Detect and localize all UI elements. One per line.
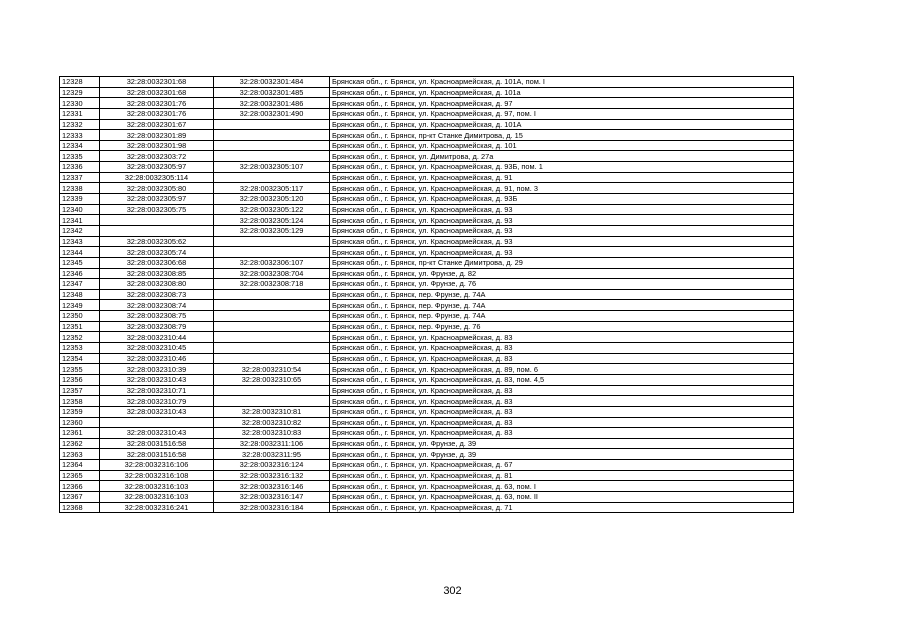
cadastral-number-cell	[214, 172, 330, 183]
address-cell: Брянская обл., г. Брянск, пер. Фрунзе, д. 74А	[330, 289, 794, 300]
row-number-cell: 12353	[60, 343, 100, 354]
cadastral-number-cell: 32:28:0032305:107	[214, 162, 330, 173]
parent-cadastral-number-cell: 32:28:0032305:74	[100, 247, 214, 258]
cadastral-number-cell	[214, 247, 330, 258]
table-row	[60, 343, 794, 354]
address-cell: Брянская обл., г. Брянск, ул. Красноармейская, д. 83	[330, 385, 794, 396]
address-cell: Брянская обл., г. Брянск, ул. Красноармейская, д. 101А	[330, 119, 794, 130]
table-row	[60, 321, 794, 332]
parent-cadastral-number-cell: 32:28:0032310:46	[100, 353, 214, 364]
row-number-cell: 12360	[60, 417, 100, 428]
table-row	[60, 332, 794, 343]
cadastral-number-cell	[214, 332, 330, 343]
table-row	[60, 183, 794, 194]
address-cell: Брянская обл., г. Брянск, ул. Красноармейская, д. 83	[330, 353, 794, 364]
table-row	[60, 491, 794, 502]
address-cell: Брянская обл., г. Брянск, ул. Красноармейская, д. 83, пом. 4,5	[330, 374, 794, 385]
parent-cadastral-number-cell: 32:28:0032308:73	[100, 289, 214, 300]
parent-cadastral-number-cell	[100, 225, 214, 236]
row-number-cell: 12342	[60, 225, 100, 236]
cadastral-number-cell: 32:28:0032305:120	[214, 194, 330, 205]
address-cell: Брянская обл., г. Брянск, ул. Фрунзе, д. 82	[330, 268, 794, 279]
cadastral-number-cell: 32:28:0032316:147	[214, 491, 330, 502]
row-number-cell: 12334	[60, 140, 100, 151]
address-cell: Брянская обл., г. Брянск, ул. Красноармейская, д. 91, пом. 3	[330, 183, 794, 194]
address-cell: Брянская обл., г. Брянск, ул. Красноармейская, д. 63, пом. II	[330, 491, 794, 502]
address-cell: Брянская обл., г. Брянск, ул. Красноармейская, д. 83	[330, 332, 794, 343]
parent-cadastral-number-cell: 32:28:0032305:97	[100, 194, 214, 205]
row-number-cell: 12363	[60, 449, 100, 460]
row-number-cell: 12366	[60, 481, 100, 492]
row-number-cell: 12337	[60, 172, 100, 183]
table-row	[60, 374, 794, 385]
cadastral-number-cell: 32:28:0032316:124	[214, 460, 330, 471]
cadastral-number-cell: 32:28:0032310:82	[214, 417, 330, 428]
table-row	[60, 364, 794, 375]
row-number-cell: 12333	[60, 130, 100, 141]
table-row	[60, 502, 794, 513]
address-cell: Брянская обл., г. Брянск, ул. Красноармейская, д. 93	[330, 215, 794, 226]
address-cell: Брянская обл., г. Брянск, ул. Красноармейская, д. 101	[330, 140, 794, 151]
parent-cadastral-number-cell: 32:28:0032310:79	[100, 396, 214, 407]
cadastral-number-cell: 32:28:0032306:107	[214, 257, 330, 268]
row-number-cell: 12352	[60, 332, 100, 343]
cadastral-number-cell: 32:28:0032301:484	[214, 77, 330, 88]
parent-cadastral-number-cell: 32:28:0032316:103	[100, 481, 214, 492]
table-row	[60, 300, 794, 311]
address-cell: Брянская обл., г. Брянск, ул. Красноармейская, д. 83	[330, 428, 794, 439]
row-number-cell: 12365	[60, 470, 100, 481]
parent-cadastral-number-cell: 32:28:0032310:43	[100, 428, 214, 439]
table-row	[60, 428, 794, 439]
cadastral-number-cell: 32:28:0032305:124	[214, 215, 330, 226]
address-cell: Брянская обл., г. Брянск, пер. Фрунзе, д. 74А	[330, 311, 794, 322]
page-number: 302	[443, 585, 462, 597]
cadastral-number-cell	[214, 321, 330, 332]
address-cell: Брянская обл., г. Брянск, ул. Красноармейская, д. 67	[330, 460, 794, 471]
table-row	[60, 257, 794, 268]
address-cell: Брянская обл., г. Брянск, ул. Красноармейская, д. 97, пом. I	[330, 108, 794, 119]
table-row	[60, 98, 794, 109]
address-cell: Брянская обл., г. Брянск, ул. Красноармейская, д. 101а	[330, 87, 794, 98]
parent-cadastral-number-cell: 32:28:0032316:241	[100, 502, 214, 513]
cadastral-number-cell	[214, 119, 330, 130]
cadastral-number-cell: 32:28:0032316:132	[214, 470, 330, 481]
address-cell: Брянская обл., г. Брянск, ул. Красноармейская, д. 89, пом. 6	[330, 364, 794, 375]
table-row	[60, 279, 794, 290]
cadastral-number-cell: 32:28:0032301:485	[214, 87, 330, 98]
cadastral-number-cell: 32:28:0032311:106	[214, 438, 330, 449]
row-number-cell: 12338	[60, 183, 100, 194]
address-cell: Брянская обл., г. Брянск, пер. Фрунзе, д. 74А	[330, 300, 794, 311]
parent-cadastral-number-cell: 32:28:0032310:43	[100, 374, 214, 385]
cadastral-number-cell	[214, 343, 330, 354]
row-number-cell: 12331	[60, 108, 100, 119]
cadastral-number-cell: 32:28:0032316:146	[214, 481, 330, 492]
address-cell: Брянская обл., г. Брянск, ул. Димитрова, д. 27а	[330, 151, 794, 162]
parent-cadastral-number-cell	[100, 417, 214, 428]
parent-cadastral-number-cell: 32:28:0032305:80	[100, 183, 214, 194]
table-row	[60, 396, 794, 407]
table-row	[60, 247, 794, 258]
parent-cadastral-number-cell: 32:28:0032310:43	[100, 406, 214, 417]
cadastral-number-cell	[214, 300, 330, 311]
cadastral-number-cell: 32:28:0032305:117	[214, 183, 330, 194]
table-row	[60, 151, 794, 162]
row-number-cell: 12347	[60, 279, 100, 290]
address-cell: Брянская обл., г. Брянск, ул. Красноармейская, д. 71	[330, 502, 794, 513]
row-number-cell: 12351	[60, 321, 100, 332]
address-cell: Брянская обл., г. Брянск, ул. Фрунзе, д. 76	[330, 279, 794, 290]
cadastral-number-cell	[214, 353, 330, 364]
cadastral-number-cell	[214, 289, 330, 300]
address-cell: Брянская обл., г. Брянск, ул. Красноармейская, д. 83	[330, 406, 794, 417]
table-row	[60, 289, 794, 300]
table-row	[60, 460, 794, 471]
row-number-cell: 12335	[60, 151, 100, 162]
row-number-cell: 12345	[60, 257, 100, 268]
cadastral-number-cell: 32:28:0032305:129	[214, 225, 330, 236]
registry-table-body	[60, 77, 794, 513]
table-row	[60, 481, 794, 492]
address-cell: Брянская обл., г. Брянск, ул. Красноармейская, д. 93Б, пом. 1	[330, 162, 794, 173]
address-cell: Брянская обл., г. Брянск, ул. Красноармейская, д. 83	[330, 417, 794, 428]
parent-cadastral-number-cell: 32:28:0032301:76	[100, 98, 214, 109]
parent-cadastral-number-cell: 32:28:0032310:71	[100, 385, 214, 396]
row-number-cell: 12355	[60, 364, 100, 375]
table-row	[60, 162, 794, 173]
row-number-cell: 12343	[60, 236, 100, 247]
parent-cadastral-number-cell: 32:28:0032301:68	[100, 77, 214, 88]
parent-cadastral-number-cell: 32:28:0032301:67	[100, 119, 214, 130]
address-cell: Брянская обл., г. Брянск, пр-кт Станке Димитрова, д. 15	[330, 130, 794, 141]
row-number-cell: 12367	[60, 491, 100, 502]
table-row	[60, 225, 794, 236]
parent-cadastral-number-cell: 32:28:0032305:97	[100, 162, 214, 173]
row-number-cell: 12346	[60, 268, 100, 279]
row-number-cell: 12364	[60, 460, 100, 471]
parent-cadastral-number-cell: 32:28:0032306:68	[100, 257, 214, 268]
cadastral-number-cell	[214, 396, 330, 407]
cadastral-number-cell	[214, 236, 330, 247]
cadastral-number-cell: 32:28:0032301:490	[214, 108, 330, 119]
cadastral-number-cell	[214, 151, 330, 162]
table-row	[60, 449, 794, 460]
parent-cadastral-number-cell: 32:28:0032310:45	[100, 343, 214, 354]
parent-cadastral-number-cell: 32:28:0032308:79	[100, 321, 214, 332]
parent-cadastral-number-cell: 32:28:0032301:98	[100, 140, 214, 151]
cadastral-number-cell: 32:28:0032316:184	[214, 502, 330, 513]
cadastral-number-cell	[214, 385, 330, 396]
row-number-cell: 12359	[60, 406, 100, 417]
address-cell: Брянская обл., г. Брянск, пр-кт Станке Димитрова, д. 29	[330, 257, 794, 268]
table-row	[60, 268, 794, 279]
row-number-cell: 12339	[60, 194, 100, 205]
address-cell: Брянская обл., г. Брянск, ул. Красноармейская, д. 63, пом. I	[330, 481, 794, 492]
cadastral-number-cell: 32:28:0032308:718	[214, 279, 330, 290]
parent-cadastral-number-cell: 32:28:0032316:108	[100, 470, 214, 481]
parent-cadastral-number-cell: 32:28:0032316:103	[100, 491, 214, 502]
address-cell: Брянская обл., г. Брянск, ул. Красноармейская, д. 81	[330, 470, 794, 481]
cadastral-number-cell: 32:28:0032301:486	[214, 98, 330, 109]
row-number-cell: 12350	[60, 311, 100, 322]
cadastral-number-cell: 32:28:0032310:65	[214, 374, 330, 385]
address-cell: Брянская обл., г. Брянск, ул. Красноармейская, д. 91	[330, 172, 794, 183]
table-row	[60, 236, 794, 247]
table-row	[60, 194, 794, 205]
address-cell: Брянская обл., г. Брянск, ул. Фрунзе, д. 39	[330, 438, 794, 449]
table-row	[60, 438, 794, 449]
row-number-cell: 12368	[60, 502, 100, 513]
row-number-cell: 12341	[60, 215, 100, 226]
cadastral-number-cell	[214, 311, 330, 322]
parent-cadastral-number-cell: 32:28:0032310:39	[100, 364, 214, 375]
cadastral-number-cell: 32:28:0032305:122	[214, 204, 330, 215]
table-row	[60, 353, 794, 364]
cadastral-number-cell	[214, 140, 330, 151]
cadastral-number-cell: 32:28:0032311:95	[214, 449, 330, 460]
parent-cadastral-number-cell: 32:28:0032308:80	[100, 279, 214, 290]
table-row	[60, 119, 794, 130]
parent-cadastral-number-cell: 32:28:0032310:44	[100, 332, 214, 343]
address-cell: Брянская обл., г. Брянск, ул. Красноармейская, д. 93	[330, 225, 794, 236]
parent-cadastral-number-cell: 32:28:0032308:74	[100, 300, 214, 311]
table-row	[60, 215, 794, 226]
parent-cadastral-number-cell: 32:28:0032303:72	[100, 151, 214, 162]
address-cell: Брянская обл., г. Брянск, ул. Красноармейская, д. 97	[330, 98, 794, 109]
row-number-cell: 12349	[60, 300, 100, 311]
row-number-cell: 12330	[60, 98, 100, 109]
registry-table	[59, 76, 794, 513]
parent-cadastral-number-cell: 32:28:0032308:75	[100, 311, 214, 322]
table-row	[60, 130, 794, 141]
parent-cadastral-number-cell: 32:28:0032305:75	[100, 204, 214, 215]
table-row	[60, 172, 794, 183]
parent-cadastral-number-cell: 32:28:0032305:62	[100, 236, 214, 247]
row-number-cell: 12336	[60, 162, 100, 173]
address-cell: Брянская обл., г. Брянск, ул. Красноармейская, д. 93	[330, 236, 794, 247]
row-number-cell: 12344	[60, 247, 100, 258]
address-cell: Брянская обл., г. Брянск, ул. Красноармейская, д. 93	[330, 247, 794, 258]
parent-cadastral-number-cell: 32:28:0032305:114	[100, 172, 214, 183]
row-number-cell: 12354	[60, 353, 100, 364]
parent-cadastral-number-cell: 32:28:0032316:106	[100, 460, 214, 471]
cadastral-number-cell: 32:28:0032308:704	[214, 268, 330, 279]
table-row	[60, 77, 794, 88]
row-number-cell: 12332	[60, 119, 100, 130]
row-number-cell: 12358	[60, 396, 100, 407]
table-row	[60, 108, 794, 119]
table-row	[60, 140, 794, 151]
address-cell: Брянская обл., г. Брянск, ул. Красноармейская, д. 83	[330, 396, 794, 407]
parent-cadastral-number-cell: 32:28:0032301:76	[100, 108, 214, 119]
parent-cadastral-number-cell: 32:28:0032301:68	[100, 87, 214, 98]
row-number-cell: 12362	[60, 438, 100, 449]
row-number-cell: 12340	[60, 204, 100, 215]
address-cell: Брянская обл., г. Брянск, ул. Красноармейская, д. 93Б	[330, 194, 794, 205]
table-row	[60, 87, 794, 98]
row-number-cell: 12348	[60, 289, 100, 300]
address-cell: Брянская обл., г. Брянск, ул. Фрунзе, д. 39	[330, 449, 794, 460]
address-cell: Брянская обл., г. Брянск, пер. Фрунзе, д. 76	[330, 321, 794, 332]
table-row	[60, 311, 794, 322]
parent-cadastral-number-cell: 32:28:0031516:58	[100, 449, 214, 460]
address-cell: Брянская обл., г. Брянск, ул. Красноармейская, д. 101А, пом. I	[330, 77, 794, 88]
cadastral-number-cell: 32:28:0032310:81	[214, 406, 330, 417]
table-row	[60, 385, 794, 396]
cadastral-number-cell: 32:28:0032310:54	[214, 364, 330, 375]
cadastral-number-cell: 32:28:0032310:83	[214, 428, 330, 439]
row-number-cell: 12328	[60, 77, 100, 88]
address-cell: Брянская обл., г. Брянск, ул. Красноармейская, д. 93	[330, 204, 794, 215]
address-cell: Брянская обл., г. Брянск, ул. Красноармейская, д. 83	[330, 343, 794, 354]
row-number-cell: 12356	[60, 374, 100, 385]
row-number-cell: 12329	[60, 87, 100, 98]
table-row	[60, 417, 794, 428]
parent-cadastral-number-cell: 32:28:0032308:85	[100, 268, 214, 279]
cadastral-number-cell	[214, 130, 330, 141]
parent-cadastral-number-cell: 32:28:0032301:89	[100, 130, 214, 141]
parent-cadastral-number-cell	[100, 215, 214, 226]
table-row	[60, 204, 794, 215]
table-row	[60, 470, 794, 481]
row-number-cell: 12357	[60, 385, 100, 396]
parent-cadastral-number-cell: 32:28:0031516:58	[100, 438, 214, 449]
table-row	[60, 406, 794, 417]
row-number-cell: 12361	[60, 428, 100, 439]
